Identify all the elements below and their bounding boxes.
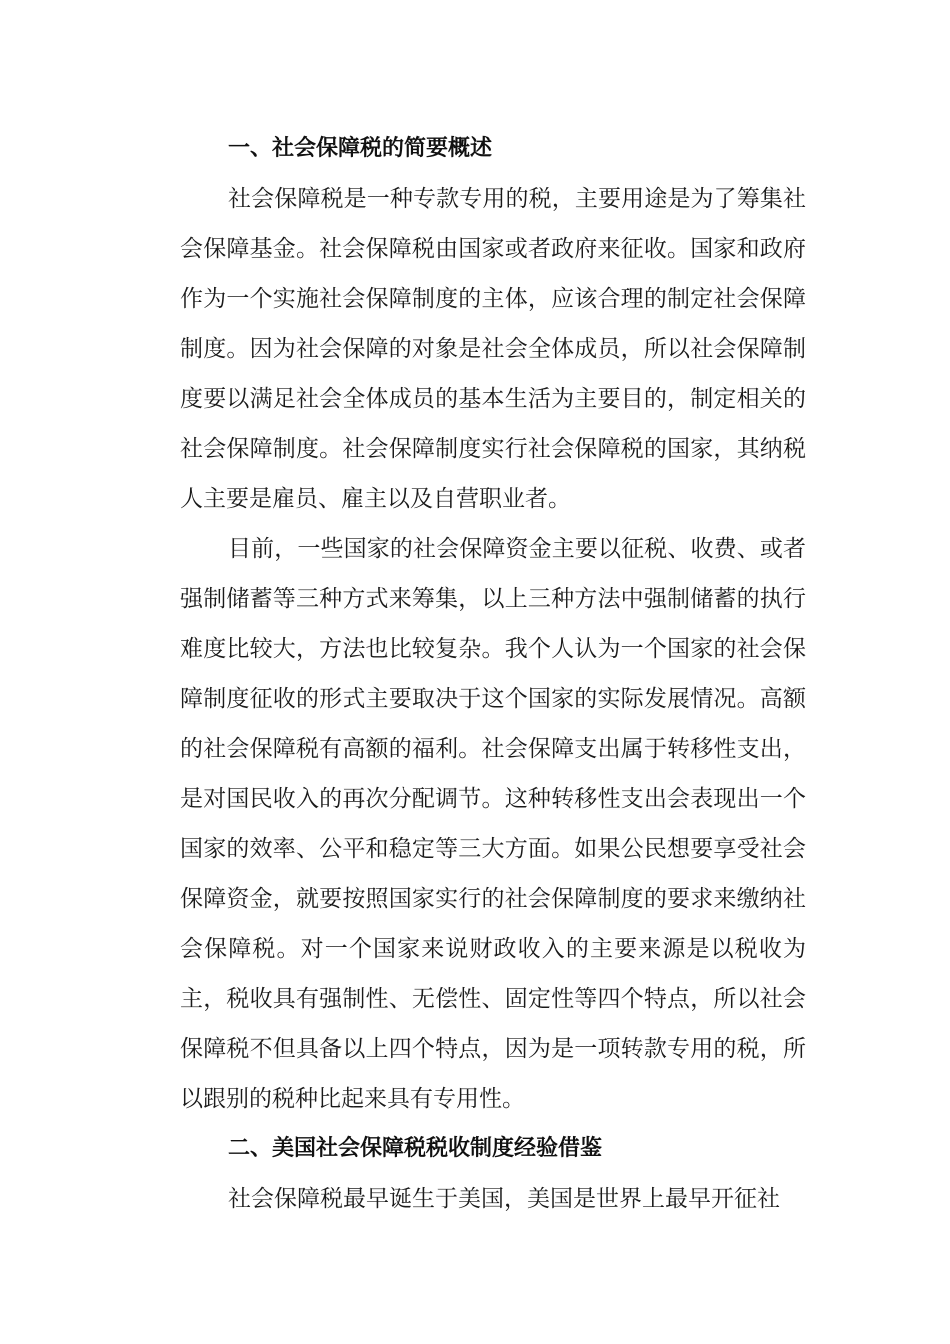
document-body [180, 124, 806, 1224]
section-1-paragraph-2: 目前，一些国家的社会保障资金主要以征税、收费、或者强制储蓄等三种方式来筹集，以上三种方法中强制储蓄的执行难度比较大，方法也比较复杂。我个人认为一个国家的社会保障制度征收的形式主要取决于这个国家的实际发展情况。高额的社会保障税有高额的福利。社会保障支出属于转移性支出，是对国民收入的再次分配调节。这种转移性支出会表现出一个国家的效率、公平和稳定等三大方面。如果公民想要享受社会保障资金，就要按照国家实行的社会保障制度的要求来缴纳社会保障税。对一个国家来说财政收入的主要来源是以税收为主，税收具有强制性、无偿性、固定性等四个特点，所以社会保障税不但具备以上四个特点，因为是一项转款专用的税，所以跟别的税种比起来具有专用性。 [180, 536, 806, 1112]
section-2-paragraph-1: 社会保障税最早诞生于美国，美国是世界上最早开征社 [228, 1186, 780, 1212]
section-heading-1: 一、社会保障税的简要概述 [228, 136, 493, 161]
section-1-paragraph-1: 社会保障税是一种专款专用的税，主要用途是为了筹集社会保障基金。社会保障税由国家或者政府来征收。国家和政府作为一个实施社会保障制度的主体，应该合理的制定社会保障制度。因为社会保障的对象是社会全体成员，所以社会保障制度要以满足社会全体成员的基本生活为主要目的，制定相关的社会保障制度。社会保障制度实行社会保障税的国家，其纳税人主要是雇员、雇主以及自营职业者。 [180, 186, 806, 512]
section-heading-2: 二、美国社会保障税税收制度经验借鉴 [228, 1136, 603, 1161]
